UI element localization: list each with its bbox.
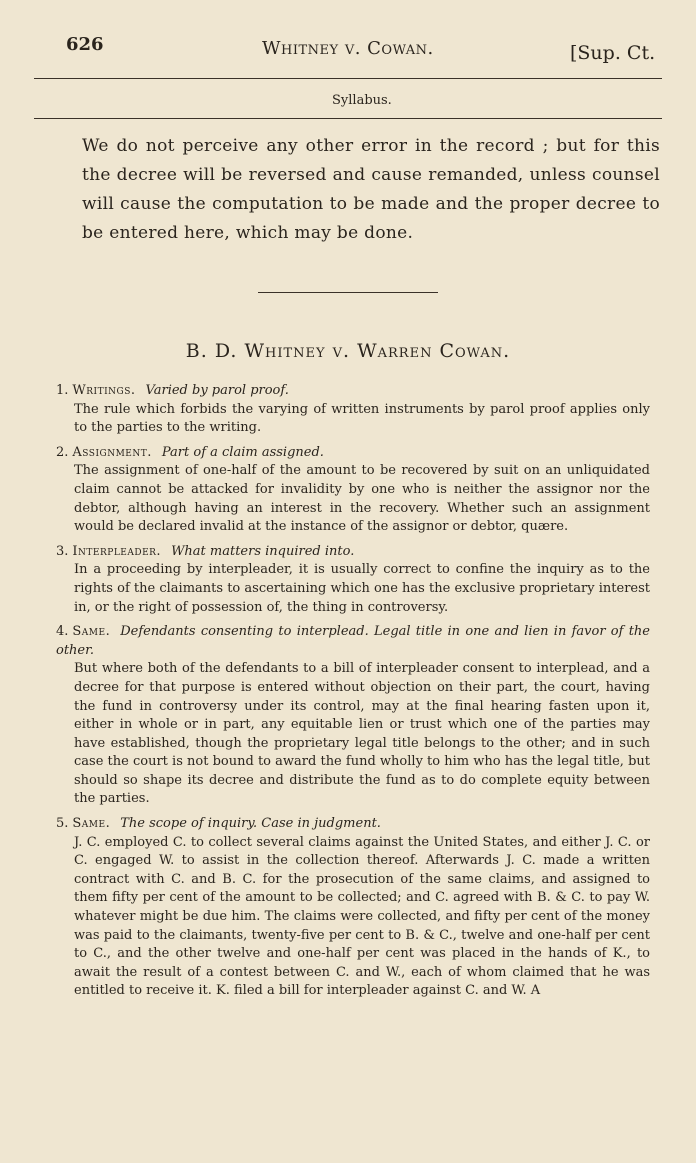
headnotes (48, 382, 650, 1007)
section-divider (258, 292, 438, 293)
headnote-body: J. C. employed C. to collect several claims against the United States, and either J. C. or C. engaged W. to assist in the collection thereof. Afterwards J. C. made a written contract with C. and B. C. for the prosecution of the same claims, and assigned to them fifty per cent of the amount to be collected; and C. agreed with B. & C. to pay W. whatever might be due him. The claims were collected, and fifty per cent of the money was paid to the claimants, twenty-five per cent to B. & C., twelve and one-half per cent to C., and the other twelve and one-half per cent was placed in the hands of K., to await the result of a contest between C. and W., each of whom claimed that he was entitled to receive it. K. filed a bill for interpleader against C. and W. A (74, 834, 650, 999)
headnote-2 (48, 444, 650, 537)
headnote-topic: Same. (72, 624, 111, 640)
court-label: [Sup. Ct. (570, 42, 656, 64)
headnote-topic: Assignment. (72, 444, 152, 460)
headnote-body: The assignment of one-half of the amount to be recovered by suit on an unliquidated claim cannot be attacked for invalidity by one who is neither the assignor nor the debtor, although having an interest in the recovery. Whether such an assignment would be declared invalid at the instance of the assignor or debtor, quære. (74, 463, 650, 535)
headnote-topic: Same. (72, 816, 111, 832)
headnote-number: 4. (56, 624, 69, 640)
headnote-heading (48, 543, 650, 562)
headnote-subtopic: The scope of inquiry. Case in judgment. (120, 816, 381, 832)
headnote-heading (48, 623, 650, 660)
syllabus-rule (34, 118, 662, 119)
syllabus-label: Syllabus. (332, 93, 392, 108)
headnote-body: The rule which forbids the varying of written instruments by parol proof applies only to the parties to the writing. (74, 401, 650, 436)
page-header (0, 34, 696, 74)
headnote-heading (48, 815, 650, 834)
opening-paragraph-text: We do not perceive any other error in the record ; but for this the decree will be reversed and cause remanded, unless counsel will cause the computation to be made and the proper decree to be entered here, which may be done. (82, 136, 660, 243)
headnote-number: 3. (56, 543, 69, 559)
headnote-number: 5. (56, 816, 69, 832)
headnote-subtopic: What matters inquired into. (171, 543, 355, 559)
headnote-4 (48, 623, 650, 809)
headnote-number: 1. (56, 383, 69, 398)
headnote-heading (48, 444, 650, 463)
headnote-5 (48, 815, 650, 1001)
running-title: Whitney v. Cowan. (262, 38, 434, 59)
headnote-topic: Writings. (72, 383, 136, 398)
headnote-1 (48, 382, 650, 438)
headnote-topic: Interpleader. (72, 543, 162, 559)
header-rule (34, 78, 662, 79)
headnote-3 (48, 543, 650, 617)
headnote-subtopic: Varied by parol proof. (145, 383, 289, 398)
page-number: 626 (66, 34, 104, 55)
headnote-body: In a proceeding by interpleader, it is usually correct to confine the inquiry as to the rights of the claimants to ascertaining which one has the exclusive proprietary interest in, or the right of possession of, the thing in controversy. (74, 562, 650, 615)
headnote-number: 2. (56, 444, 69, 460)
headnote-subtopic: Part of a claim assigned. (161, 444, 324, 460)
case-title: B. D. Whitney v. Warren Cowan. (185, 340, 511, 362)
headnote-subtopic: Defendants consenting to interplead. Legal title in one and lien in favor of the other. (56, 624, 650, 658)
headnote-body: But where both of the defendants to a bill of interpleader consent to interplead, and a decree for that purpose is entered without objection on their part, the court, having the fund in controversy under its control, may at the final hearing fasten upon it, either in whole or in part, any equitable lien or trust which one of the parties may have established, though the proprietary legal title belongs to the other; and in such case the court is not bound to award the fund wholly to him who has the legal title, but should so shape its decree and distribute the fund as to do complete equity between the parties. (74, 661, 650, 807)
headnote-heading (48, 382, 650, 401)
opening-paragraph (58, 132, 660, 248)
